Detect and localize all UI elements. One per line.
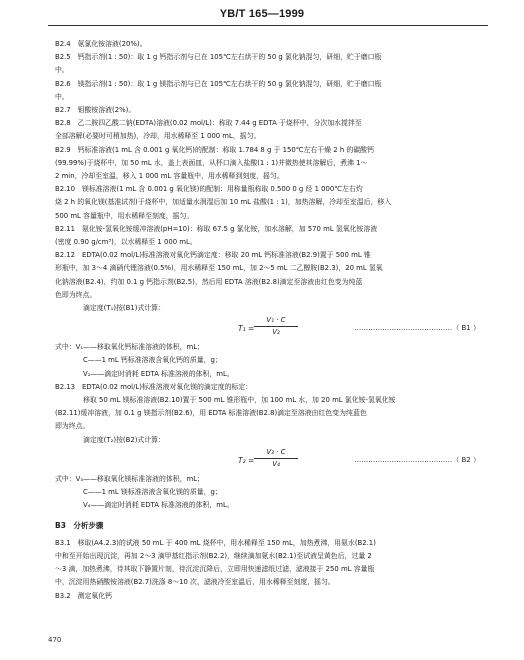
- clause-b3-1-cont: ～3 滴，加热煮沸，待其取下静置片刻，待沉淀沉降后，立即用快速滤纸过滤，滤液接于 250 mL 容量瓶: [55, 565, 375, 574]
- clause-b2-10: B2.10 镁标准溶液(1 mL 含 0.001 g 氧化镁)的配制：用称量瓶称取 0.500 0 g 经 1 000℃左右灼: [55, 185, 363, 194]
- clause-b2-9-cont: 2 min，冷却至室温，移入 1 000 mL 容量瓶中，用水稀释到刻度，摇匀。: [55, 172, 284, 181]
- clause-b2-10-cont: 烧 2 h 的氧化镁(基准试剂)于烧杯中，加适量水润湿后加 10 mL 盐酸(1 : 1)，加热溶解，冷却至室温后，移入: [55, 198, 392, 207]
- formula-b2-numerator: V₃ · C: [266, 447, 286, 456]
- formula-b1-numerator: V₁ · C: [266, 316, 286, 325]
- document-body: [55, 38, 485, 603]
- where-b1-c: C——1 mL 钙标准溶液含氧化钙的质量，g；: [83, 356, 222, 365]
- formula-b1-denominator: V₂: [272, 328, 280, 337]
- clause-b2-13-cont: 即为终点。: [55, 422, 90, 431]
- clause-b2-12: B2.12 EDTA(0.02 mol/L)标准溶液对氧化钙滴定度：移取 20 mL 钙标准溶液(B2.9)置于 500 mL 锥: [55, 251, 371, 260]
- formula-b1-number: ……………………………………（ B1 ）: [354, 324, 480, 333]
- titer2-intro: 滴定度(T₂)按(B2)式计算：: [83, 435, 165, 444]
- where-b2-v3: 式中：V₃——移取氧化镁标准溶液的体积，mL；: [55, 474, 204, 483]
- formula-b2-lhs: T₂ =: [238, 455, 255, 465]
- where-b2-v4: V₄——滴定时消耗 EDTA 标准溶液的体积，mL。: [83, 501, 234, 510]
- clause-b2-13-cont: (B2.11)缓冲溶液，加 0.1 g 镁指示剂(B2.6)，用 EDTA 标准溶液(B2.8)滴定至溶液由红色变为纯蓝色: [55, 409, 367, 418]
- clause-b2-6-cont: 中。: [55, 92, 69, 101]
- formula-b2: [55, 447, 485, 473]
- clause-b2-12-cont: 色即为终点。: [55, 290, 97, 299]
- formula-b1: [55, 315, 485, 341]
- clause-b2-13: B2.13 EDTA(0.02 mol/L)标准溶液对氧化镁的滴定度的标定：: [55, 382, 253, 391]
- header-rule: [48, 25, 488, 26]
- where-b2-c: C——1 mL 镁标准溶液含氧化镁的质量，g；: [83, 488, 222, 497]
- formula-b1-lhs: T₁ =: [238, 324, 255, 334]
- page-number: 470: [48, 636, 62, 644]
- formula-b2-fraction: [253, 447, 299, 470]
- formula-b1-fraction: [253, 315, 299, 338]
- clause-b2-8-cont: 全部溶解(必要时可稍加热)，冷却，用水稀释至 1 000 mL，摇匀。: [55, 132, 261, 141]
- clause-b2-12-cont: 形瓶中，加 3～4 滴硝代锂溶液(0.5%)，用水稀释至 150 mL，加 2～5 mL 二乙醇胺(B2.3)，20 mL 氢氧: [55, 264, 383, 273]
- titer1-intro: 滴定度(T₁)按(B1)式计算：: [83, 304, 165, 313]
- clause-b2-9-cont: (99.99%)于烧杯中，加 50 mL 水，盖上表面皿，从杯口滴入盐酸(1 : 1)并微热使其溶解后，煮沸 1～: [55, 158, 368, 167]
- clause-b2-12-cont: 化钠溶液(B2.4)，约加 0.1 g 钙指示剂(B2.5)，然后用 EDTA 溶液(B2.8)滴定至溶液由红色变为纯蓝: [55, 277, 363, 286]
- clause-b3-1: B3.1 移取(A4.2.3)的试液 50 mL 于 400 mL 烧杯中，用水稀释至 150 mL，加热煮沸，用氨水(B2.1): [55, 538, 376, 547]
- clause-b2-7: B2.7 钼酸铵溶液(2%)。: [55, 106, 136, 115]
- where-b1-v2: V₂——滴定时消耗 EDTA 标准溶液的体积，mL。: [83, 369, 234, 378]
- clause-b2-10-cont: 500 mL 容量瓶中，用水稀释至刻度，摇匀。: [55, 211, 194, 220]
- clause-b2-8: B2.8 乙二胺四乙酸二钠(EDTA)溶液(0.02 mol/L)：称取 7.44 g EDTA 于烧杯中，分次加水搅拌至: [55, 119, 362, 128]
- clause-b3-1-cont: 中和至开始出现沉淀，再加 2～3 滴甲基红指示剂(B2.2)，继续滴加氨水(B2.1)至试液呈黄色后，过量 2: [55, 551, 372, 560]
- clause-b2-5-cont: 中。: [55, 66, 69, 75]
- clause-b2-4: B2.4 氨氯化铵溶液(20%)。: [55, 40, 147, 48]
- clause-b3-2: B3.2 测定氧化钙: [55, 591, 113, 600]
- formula-b2-number: ……………………………………（ B2 ）: [354, 455, 480, 464]
- clause-b2-11: B2.11 氨化铵-氢氧化铵缓冲溶液(pH=10)：称取 67.5 g 氯化铵，加水溶解，加 570 mL 氢氧化铵溶液: [55, 224, 378, 233]
- standard-header: YB/T 165—1999: [219, 8, 305, 20]
- clause-b2-6: B2.6 镁指示剂(1 : 50)：取 1 g 镁指示剂与已在 105℃左右烘干的 50 g 氯化钠混匀，研细，贮于磨口瓶: [55, 79, 382, 88]
- where-b1-v1: 式中：V₁——移取氧化钙标准溶液的体积，mL；: [55, 343, 204, 352]
- formula-b2-denominator: V₄: [272, 459, 280, 468]
- clause-b2-9: B2.9 钙标准溶液(1 mL 含 0.001 g 氧化钙)的配制：称取 1.784 8 g 于 150℃左右干燥 2 h 的碳酸钙: [55, 145, 374, 154]
- clause-b2-13-cont: 移取 50 mL 镁标准溶液(B2.10)置于 500 mL 锥形瓶中，加 100 mL 水，加 20 mL 氯化铵-氢氧化铵: [83, 396, 396, 405]
- section-b3-title: B3 分析步骤: [55, 520, 104, 530]
- clause-b2-11-cont: (密度 0.90 g/cm³)，以水稀释至 1 000 mL。: [55, 238, 197, 247]
- clause-b3-1-cont: 中，沉淀用热硝酸铵溶液(B2.7)洗涤 8～10 次，滤液冷至室温后，用水稀释至刻度，摇匀。: [55, 578, 335, 587]
- clause-b2-5: B2.5 钙指示剂(1 : 50)：取 1 g 钙指示剂与已在 105℃左右烘干的 50 g 氯化钠混匀，研细，贮于磨口瓶: [55, 53, 382, 62]
